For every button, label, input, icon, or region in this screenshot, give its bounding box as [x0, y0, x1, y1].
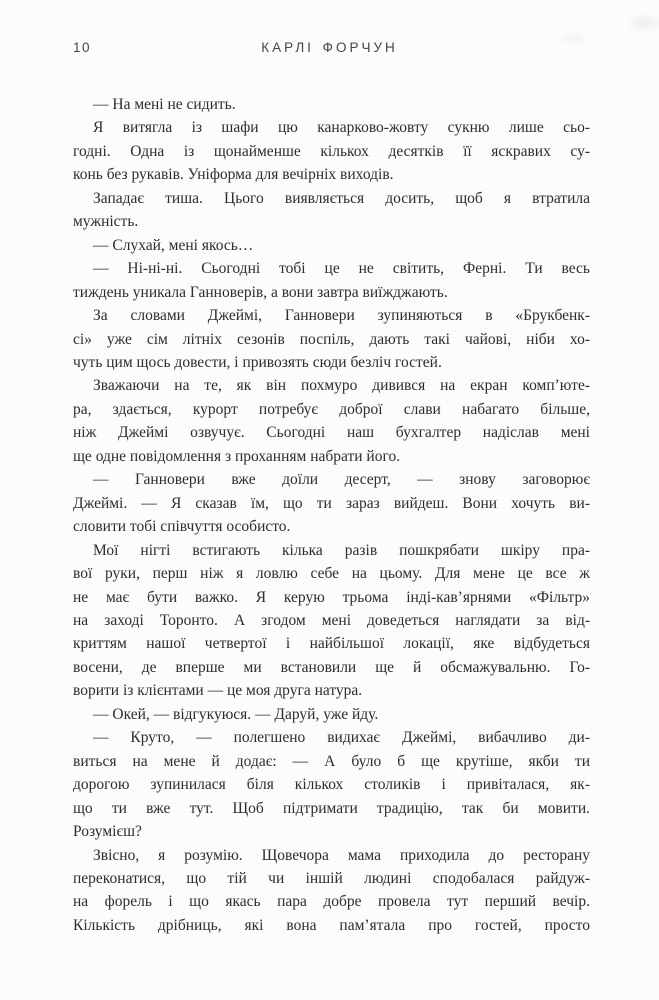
text-line: Розумієш? — [73, 823, 142, 841]
text-line: словити тобі співчуття особисто. — [73, 518, 291, 536]
text-line: дорогою зупинилася біля кількох столиків і привіталася, як- — [73, 776, 590, 794]
text-line: — Окей, — відгукуюся. — Даруй, уже йду. — [93, 705, 379, 723]
text-line: Кількість дрібниць, які вона пам’ятала про гостей, просто — [73, 916, 590, 934]
text-line: криттям нашої четвертої і найбільшої локації, яке відбудеться — [73, 635, 590, 653]
text-line: Я витягла із шафи цю канарково-жовту сукню лише сьо- — [93, 119, 590, 137]
text-line: Западає тиша. Цього виявляється досить, щоб я втратила — [93, 189, 590, 207]
text-line: виться на мене й додає: — А було б ще крутіше, якби ти — [73, 752, 590, 770]
text-line: на заході Торонто. А згодом мені доведеться наглядати за від- — [73, 611, 590, 629]
text-line: — На мені не сидить. — [93, 96, 236, 113]
text-line: Звісно, я розумію. Щовечора мама приходила до ресторану — [93, 846, 590, 864]
text-line: ворити із клієнтами — це моя друга натура. — [73, 682, 363, 700]
text-line: ніж Джеймі озвучує. Сьогодні наш бухгалтер надіслав мені — [73, 424, 590, 442]
text-line: Мої нігті встигають кілька разів пошкрябати шкіру пра- — [93, 541, 590, 559]
text-line: За словами Джеймі, Ганновери зупиняються в «Брукбенк- — [93, 307, 590, 325]
text-line: конь без рукавів. Уніформа для вечірніх виходів. — [73, 166, 394, 184]
text-line: Джеймі. — Я сказав їм, що ти зараз вийдеш. Вони хочуть ви- — [73, 494, 590, 512]
text-line: вої руки, перш ніж я ловлю себе на цьому. Для мене це все ж — [73, 565, 590, 583]
text-line: що ти вже тут. Щоб підтримати традицію, так би мовити. — [73, 799, 590, 817]
text-line: ра, здається, курорт потребує доброї слави набагато більше, — [73, 400, 590, 418]
text-line: — Слухай, мені якось… — [93, 236, 254, 254]
running-head: КАРЛІ ФОРЧУН — [261, 40, 398, 55]
page-number: 10 — [73, 40, 92, 55]
text-line: не має бути важко. Я керую трьома інді-кав’ярнями «Фільтр» — [73, 588, 590, 606]
text-line: на форель і що якась пара добре провела тут перший вечір. — [73, 893, 590, 911]
text-line: — Ганновери вже доїли десерт, — знову заговорює — [93, 471, 590, 489]
text-line: переконатися, що тій чи іншій людині сподобалася райдуж- — [73, 869, 590, 887]
text-line: мужність. — [73, 213, 139, 231]
text-line: сі» уже сім літніх сезонів поспіль, дають такі чайові, ніби хо- — [73, 330, 590, 348]
text-line: Зважаючи на те, як він похмуро дивився на екран комп’юте- — [93, 377, 590, 395]
text-line: годні. Одна із щонайменше кількох десятків її яскравих су- — [73, 142, 590, 160]
text-line: — Ні-ні-ні. Сьогодні тобі це не світить, Ферні. Ти весь — [93, 260, 590, 278]
text-line: чуть цим щось довести, і привозять сюди безліч гостей. — [73, 353, 442, 371]
scan-smudge — [630, 17, 659, 29]
text-block — [73, 93, 590, 937]
text-line: тиждень уникала Ганноверів, а вони завтра виїжджають. — [73, 283, 448, 301]
text-line: ще одне повідомлення з проханням набрати його. — [73, 447, 401, 465]
text-line: — Круто, — полегшено видихає Джеймі, вибачливо ди- — [93, 729, 590, 747]
text-line: восени, де вперше ми встановили ще й обсмажувальню. Го- — [73, 658, 590, 676]
page-header — [0, 40, 659, 58]
